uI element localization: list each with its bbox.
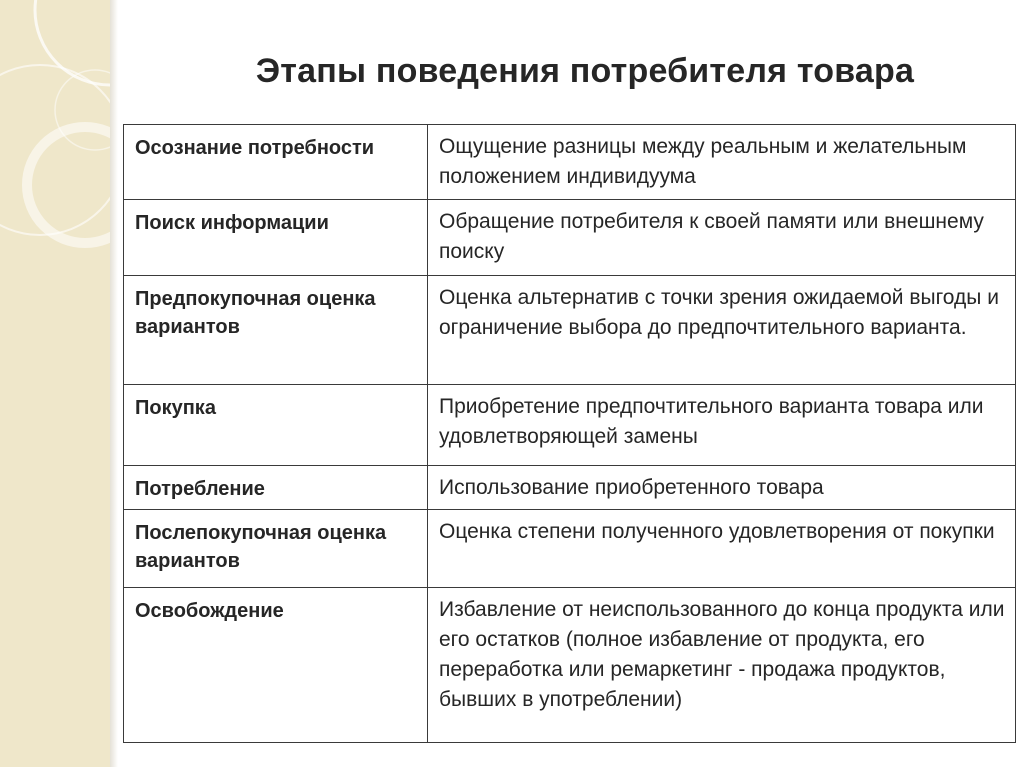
description-cell: Оценка альтернатив с точки зрения ожидаемой выгоды и ограничение выбора до предпочтительного варианта. [428,276,1016,385]
table-row [124,466,1016,510]
stage-cell: Потребление [124,466,428,510]
table-row [124,510,1016,588]
decorative-circles [0,0,110,767]
band-shadow [110,0,118,767]
table-row [124,385,1016,466]
stage-cell: Освобождение [124,588,428,743]
description-cell: Избавление от неиспользованного до конца продукта или его остатков (полное избавление от продукта, его переработка или ремаркетинг - продажа продуктов, бывших в употреблении) [428,588,1016,743]
slide-title: Этапы поведения потребителя товара [255,52,915,90]
stage-cell: Послепокупочная оценка вариантов [124,510,428,588]
table-row [124,125,1016,200]
table-row [124,276,1016,385]
description-cell: Использование приобретенного товара [428,466,1016,510]
description-cell: Обращение потребителя к своей памяти или внешнему поиску [428,200,1016,276]
decorative-side-band [0,0,110,767]
stage-cell: Предпокупочная оценка вариантов [124,276,428,385]
stage-cell: Поиск информации [124,200,428,276]
description-cell: Ощущение разницы между реальным и желательным положением индивидуума [428,125,1016,200]
consumer-stages-table [123,124,1016,743]
table-row [124,588,1016,743]
stage-cell: Осознание потребности [124,125,428,200]
description-cell: Приобретение предпочтительного варианта товара или удовлетворяющей замены [428,385,1016,466]
description-cell: Оценка степени полученного удовлетворения от покупки [428,510,1016,588]
stage-cell: Покупка [124,385,428,466]
table-row [124,200,1016,276]
